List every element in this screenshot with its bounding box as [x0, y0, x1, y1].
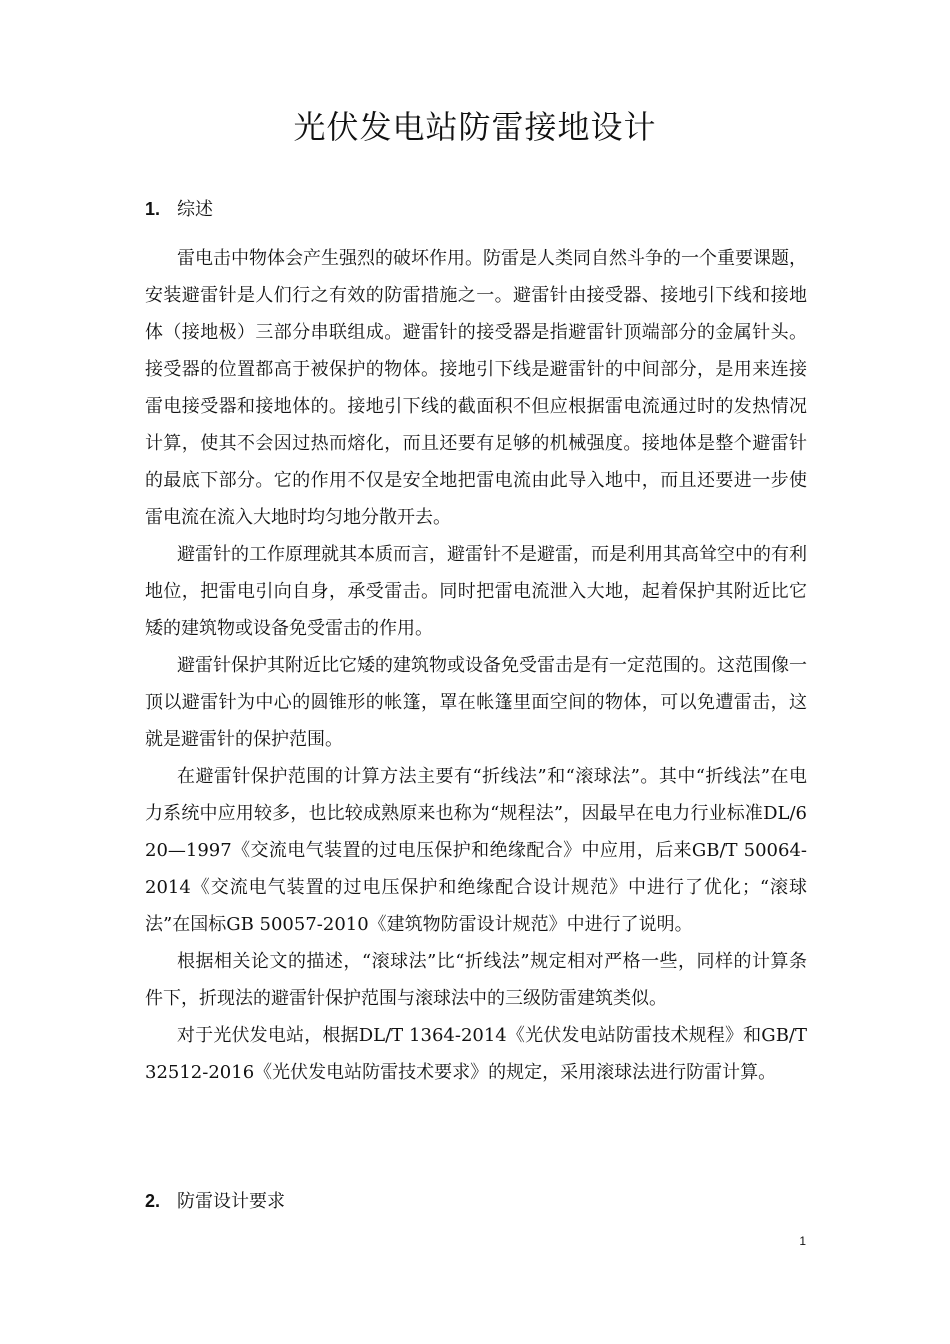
paragraph: 雷电击中物体会产生强烈的破坏作用。防雷是人类同自然斗争的一个重要课题，安装避雷针是人们行之有效的防雷措施之一。避雷针由接受器、接地引下线和接地体（接地极）三部分串联组成。避雷针的接受器是指避雷针顶端部分的金属针头。接受器的位置都高于被保护的物体。接地引下线是避雷针的中间部分，是用来连接雷电接受器和接地体的。接地引下线的截面积不但应根据雷电流通过时的发热情况计算，使其不会因过热而熔化，而且还要有足够的机械强度。接地体是整个避雷针的最底下部分。它的作用不仅是安全地把雷电流由此导入地中，而且还要进一步使雷电流在流入大地时均匀地分散开去。	[145, 248, 807, 528]
section-heading-2	[145, 1187, 285, 1216]
section-number: 1.	[145, 199, 161, 219]
paragraph: 在避雷针保护范围的计算方法主要有“折线法”和“滚球法”。其中“折线法”在电力系统中应用较多，也比较成熟原来也称为“规程法”，因最早在电力行业标准DL/620—1997《交流电气装置的过电压保护和绝缘配合》中应用，后来GB/T 50064-2014《交流电气装置的过电压保护和绝缘配合设计规范》中进行了优化；“滚球法”在国标GB 50057-2010《建筑物防雷设计规范》中进行了说明。	[145, 766, 807, 935]
paragraph: 对于光伏发电站，根据DL/T 1364-2014《光伏发电站防雷技术规程》和GB/T 32512-2016《光伏发电站防雷技术要求》的规定，采用滚球法进行防雷计算。	[145, 1025, 807, 1083]
section-heading-1	[145, 195, 213, 224]
section-title: 综述	[177, 199, 213, 220]
section-number: 2.	[145, 1191, 161, 1211]
document-title: 光伏发电站防雷接地设计	[293, 108, 657, 146]
page-number: 1	[799, 1234, 806, 1248]
paragraph: 避雷针的工作原理就其本质而言，避雷针不是避雷，而是利用其高耸空中的有利地位，把雷电引向自身，承受雷击。同时把雷电流泄入大地，起着保护其附近比它矮的建筑物或设备免受雷击的作用。	[145, 544, 807, 639]
paragraph: 根据相关论文的描述，“滚球法”比“折线法”规定相对严格一些，同样的计算条件下，折现法的避雷针保护范围与滚球法中的三级防雷建筑类似。	[145, 951, 807, 1009]
paragraph: 避雷针保护其附近比它矮的建筑物或设备免受雷击是有一定范围的。这范围像一顶以避雷针为中心的圆锥形的帐篷，罩在帐篷里面空间的物体，可以免遭雷击，这就是避雷针的保护范围。	[145, 655, 807, 750]
section-title: 防雷设计要求	[177, 1191, 285, 1212]
section-1-body	[145, 240, 807, 1091]
